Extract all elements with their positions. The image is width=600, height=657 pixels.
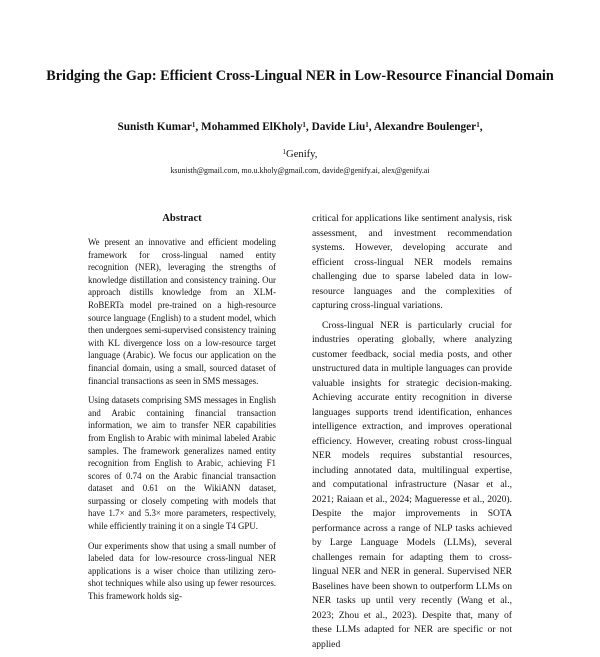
author-name: Davide Liu: [311, 121, 366, 133]
author-affiliation-mark: 1: [191, 121, 196, 129]
paper-title: Bridging the Gap: Efficient Cross-Lingual NER in Low-Resource Financial Domain: [46, 68, 554, 84]
author-affiliation-mark: 1: [365, 121, 369, 129]
author-emails: ksunisth@gmail.com, mo.u.kholy@gmail.com, davide@genify.ai, alex@genify.ai: [170, 166, 430, 175]
affiliation-mark: 1: [282, 148, 287, 156]
author-name: Alexandre Boulenger: [373, 121, 477, 133]
abstract-column: [88, 236, 276, 610]
abstract-paragraph: Using datasets comprising SMS messages in English and Arabic containing financial transaction information, we aim to transfer NER capabilities from English to Arabic with minimal labeled Arabic samples. The framework generalizes named entity recognition from English to Arabic, achieving F1 scores of 0.74 on the Arabic financial transaction dataset and 0.61 on the WikiANN dataset, surpassing or closely competing with models that have 1.7× and 5.3× more parameters, respectively, while efficiently training it on a single T4 GPU.: [88, 395, 276, 532]
body-column: [312, 212, 512, 657]
abstract-paragraph: We present an innovative and efficient modeling framework for cross-lingual named entity recognition (NER), leveraging the strengths of knowledge distillation and consistency training. Our approach distills knowledge from an XLM-RoBERTa model pre-trained on a high-resource source language (English) to a student model, which then undergoes semi-supervised consistency training with KL divergence loss on a low-resource target language (Arabic). We focus our application on the financial domain, using a small, sourced dataset of financial transactions as seen in SMS messages.: [88, 237, 276, 386]
author-name: Mohammed ElKholy: [201, 121, 303, 133]
author-affiliation-mark: 1: [302, 121, 306, 129]
abstract-paragraph: Our experiments show that using a small number of labeled data for low-resource cross-lingual NER applications is a wiser choice than utilizing zero-shot techniques while also using up fewer resources. This framework holds sig-: [88, 540, 276, 602]
body-paragraph: critical for applications like sentiment analysis, risk assessment, and investment recommendation systems. However, developing accurate and efficient cross-lingual NER models remains challenging due to sparse labeled data in low-resource languages and the complexities of capturing cross-lingual variations.: [312, 213, 512, 311]
author-list: Sunisth Kumar$^1$, Mohammed ElKholy$^1$, Davide Liu$^1$, Alexandre Boulenger$^1$,: [117, 121, 483, 133]
author-name: Sunisth Kumar: [117, 121, 192, 133]
body-paragraph: Cross-lingual NER is particularly crucial for industries operating globally, where analyzing customer feedback, social media posts, and other unstructured data in multiple languages can provide valuable insights for strategic decision-making. Achieving accurate entity recognition in diverse languages supports trend identification, enhances intelligence extraction, and improves operational efficiency. However, creating robust cross-lingual NER models requires substantial resources, including annotated data, multilingual expertise, and computational infrastructure (Nasar et al., 2021; Raiaan et al., 2024; Magueresse et al., 2020). Despite the major improvements in SOTA performance across a range of NLP tasks achieved by Large Language Models (LLMs), several challenges remain for adapting them to cross-lingual NER and NER in general. Supervised NER Baselines have been shown to outperform LLMs on NER tasks up until very recently (Wang et al., 2023; Zhou et al., 2023). Despite that, many of these LLMs adapted for NER are specific or not applied: [312, 319, 512, 650]
affiliation-name: Genify,: [286, 149, 318, 160]
abstract-heading: Abstract: [162, 213, 202, 224]
author-affiliation-mark: 1: [476, 121, 480, 129]
affiliation: [40, 148, 560, 161]
